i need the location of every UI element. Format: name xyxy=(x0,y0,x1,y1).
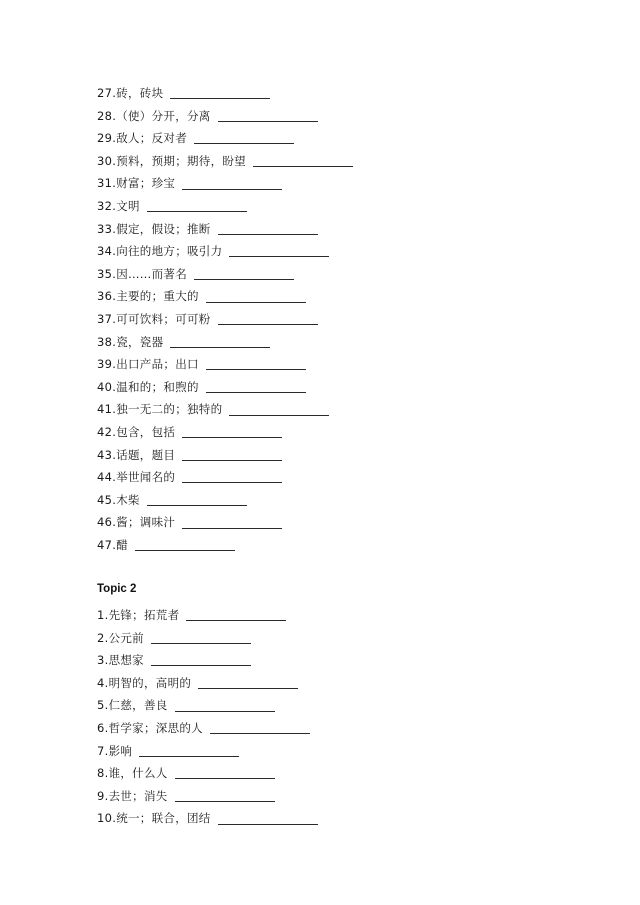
vocab-item xyxy=(97,331,597,354)
vocab-term: 9.去世；消失 xyxy=(97,788,168,803)
vocab-term: 36.主要的；重大的 xyxy=(97,289,199,304)
vocab-item xyxy=(97,127,597,150)
answer-blank[interactable] xyxy=(218,823,318,825)
vocab-term: 42.包含，包括 xyxy=(97,424,176,439)
vocab-item xyxy=(97,649,597,672)
answer-blank[interactable] xyxy=(135,549,235,551)
answer-blank[interactable] xyxy=(182,436,282,438)
vocab-item xyxy=(97,785,597,808)
vocab-item xyxy=(97,717,597,740)
answer-blank[interactable] xyxy=(218,233,318,235)
answer-blank[interactable] xyxy=(229,255,329,257)
vocab-term: 33.假定，假设；推断 xyxy=(97,221,211,236)
vocab-item xyxy=(97,672,597,695)
vocab-term: 40.温和的；和煦的 xyxy=(97,379,199,394)
vocab-item xyxy=(97,694,597,717)
answer-blank[interactable] xyxy=(170,97,270,99)
vocab-term: 43.话题，题目 xyxy=(97,447,176,462)
vocab-term: 7.影响 xyxy=(97,743,133,758)
vocab-item xyxy=(97,627,597,650)
vocab-term: 41.独一无二的；独特的 xyxy=(97,402,223,417)
vocab-term: 34.向往的地方；吸引力 xyxy=(97,244,223,259)
answer-blank[interactable] xyxy=(175,710,275,712)
vocab-item xyxy=(97,150,597,173)
vocab-term: 27.砖，砖块 xyxy=(97,86,164,100)
answer-blank[interactable] xyxy=(229,414,329,416)
vocab-term: 6.哲学家；深思的人 xyxy=(97,720,203,735)
section-heading: Topic 2 xyxy=(97,583,137,595)
answer-blank[interactable] xyxy=(151,664,251,666)
vocab-item xyxy=(97,511,597,534)
vocab-item xyxy=(97,376,597,399)
vocab-item xyxy=(97,489,597,512)
answer-blank[interactable] xyxy=(186,619,286,621)
vocab-item xyxy=(97,82,597,105)
answer-blank[interactable] xyxy=(218,323,318,325)
answer-blank[interactable] xyxy=(182,481,282,483)
vocab-term: 29.敌人；反对者 xyxy=(97,131,187,146)
vocab-term: 5.仁慈，善良 xyxy=(97,698,168,713)
answer-blank[interactable] xyxy=(175,777,275,779)
vocab-term: 47.醋 xyxy=(97,537,128,552)
answer-blank[interactable] xyxy=(139,755,239,757)
vocab-item xyxy=(97,421,597,444)
answer-blank[interactable] xyxy=(218,120,318,122)
vocab-item xyxy=(97,218,597,241)
vocab-term: 8.谁，什么人 xyxy=(97,766,168,781)
vocab-term: 44.举世闻名的 xyxy=(97,470,176,485)
vocabulary-list-topic-2 xyxy=(97,604,597,830)
vocab-term: 2.公元前 xyxy=(97,630,144,645)
vocab-item xyxy=(97,740,597,763)
vocab-item xyxy=(97,604,597,627)
vocab-item xyxy=(97,444,597,467)
answer-blank[interactable] xyxy=(210,732,310,734)
vocab-term: 30.预料，预期；期待，盼望 xyxy=(97,153,246,168)
vocab-term: 35.因……而著名 xyxy=(97,266,187,281)
answer-blank[interactable] xyxy=(194,278,294,280)
vocab-term: 28.（使）分开，分离 xyxy=(97,108,211,123)
vocab-term: 31.财富；珍宝 xyxy=(97,176,176,191)
answer-blank[interactable] xyxy=(206,391,306,393)
vocab-term: 4.明智的，高明的 xyxy=(97,675,192,690)
vocab-item xyxy=(97,172,597,195)
answer-blank[interactable] xyxy=(198,687,298,689)
answer-blank[interactable] xyxy=(147,210,247,212)
vocab-item xyxy=(97,263,597,286)
answer-blank[interactable] xyxy=(147,504,247,506)
vocab-term: 1.先锋；拓荒者 xyxy=(97,608,180,622)
answer-blank[interactable] xyxy=(253,165,353,167)
vocab-item xyxy=(97,466,597,489)
vocab-item xyxy=(97,762,597,785)
vocab-item xyxy=(97,308,597,331)
answer-blank[interactable] xyxy=(206,301,306,303)
vocab-term: 10.统一；联合，团结 xyxy=(97,811,211,826)
vocab-term: 3.思想家 xyxy=(97,653,144,668)
vocabulary-list-continued xyxy=(97,82,597,556)
vocab-item xyxy=(97,807,597,830)
vocab-term: 37.可可饮料；可可粉 xyxy=(97,311,211,326)
answer-blank[interactable] xyxy=(182,188,282,190)
answer-blank[interactable] xyxy=(175,800,275,802)
vocab-term: 32.文明 xyxy=(97,198,140,213)
vocab-item xyxy=(97,353,597,376)
vocab-item xyxy=(97,240,597,263)
vocab-item xyxy=(97,534,597,557)
vocab-item xyxy=(97,105,597,128)
vocab-item xyxy=(97,195,597,218)
vocab-term: 38.瓷，瓷器 xyxy=(97,334,164,349)
vocab-item xyxy=(97,398,597,421)
answer-blank[interactable] xyxy=(206,368,306,370)
vocab-term: 39.出口产品；出口 xyxy=(97,357,199,372)
vocab-term: 45.木柴 xyxy=(97,492,140,507)
answer-blank[interactable] xyxy=(194,142,294,144)
vocab-item xyxy=(97,285,597,308)
answer-blank[interactable] xyxy=(182,527,282,529)
answer-blank[interactable] xyxy=(151,642,251,644)
vocab-term: 46.酱；调味汁 xyxy=(97,515,176,530)
answer-blank[interactable] xyxy=(182,459,282,461)
answer-blank[interactable] xyxy=(170,346,270,348)
